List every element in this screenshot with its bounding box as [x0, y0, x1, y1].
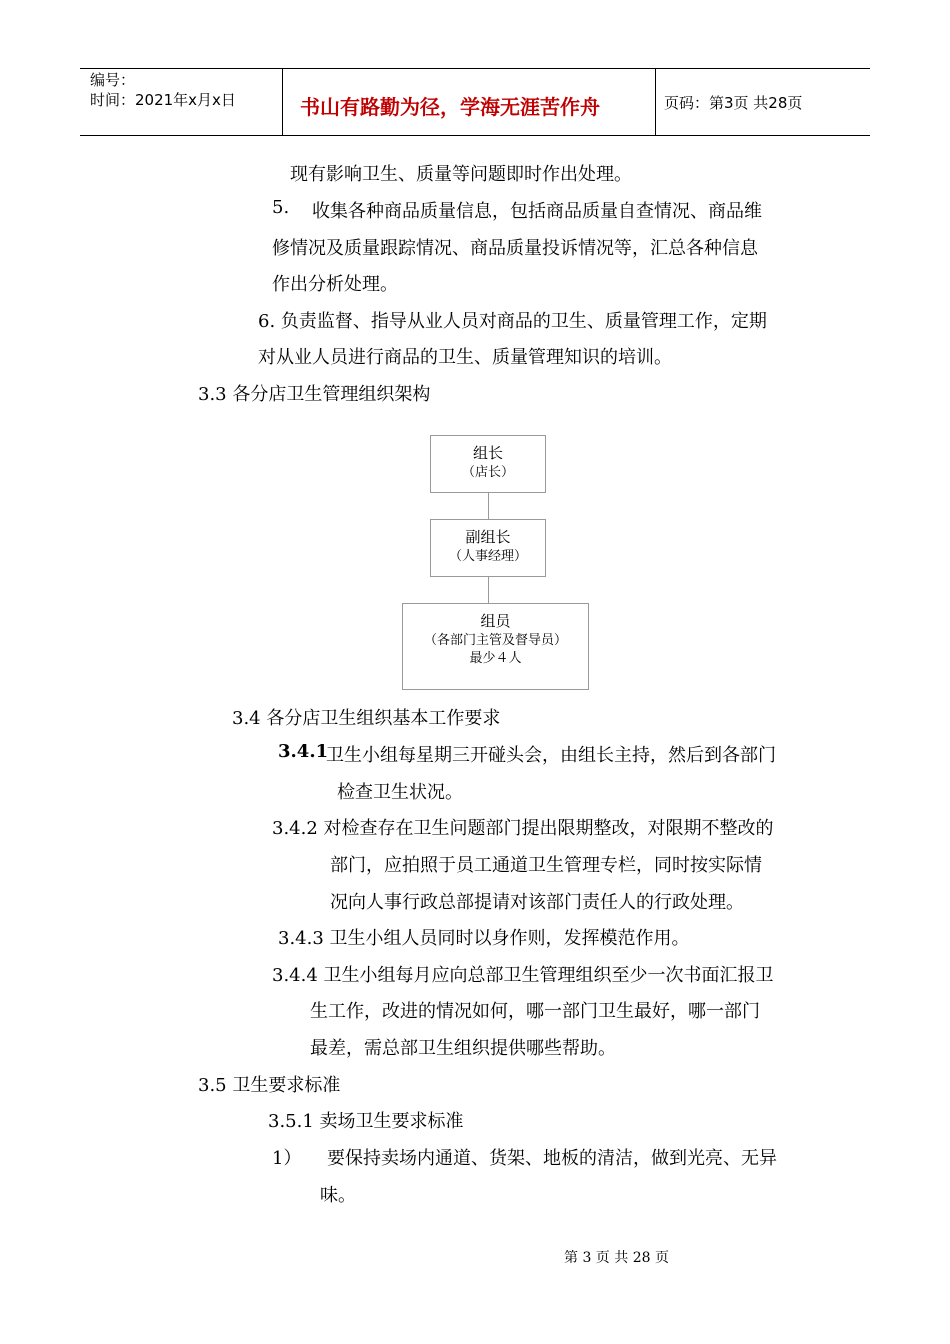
org-leader-sub: （店长）	[461, 465, 514, 480]
org-leader-title: 组长	[472, 444, 503, 462]
org-box-deputy	[430, 519, 546, 577]
header-time-label: 时间：2021年x月x日	[90, 91, 236, 109]
section-3-4-4-line-3: 最差，需总部卫生组织提供哪些帮助。	[310, 1038, 616, 1059]
section-3-5-1-heading: 3.5.1 卖场卫生要求标准	[268, 1111, 464, 1132]
paragraph-continuation: 现有影响卫生、质量等问题即时作出处理。	[290, 164, 632, 185]
org-members-sub-1: （各部门主管及督导员）	[423, 633, 567, 648]
item-5-line-2: 修情况及质量跟踪情况、商品质量投诉情况等，汇总各种信息	[272, 238, 758, 259]
org-members-title: 组员	[480, 612, 511, 630]
section-3-4-1-line-1: 卫生小组每星期三开碰头会，由组长主持，然后到各部门	[326, 745, 776, 766]
section-3-4-4-line-1: 3.4.4 卫生小组每月应向总部卫生管理组织至少一次书面汇报卫	[272, 965, 774, 986]
item-5-line-3: 作出分析处理。	[272, 274, 398, 295]
footer-page-number: 第 3 页 共 28 页	[564, 1250, 669, 1266]
section-3-4-1-number: 3.4.1	[278, 741, 329, 762]
item-1-line-1: 要保持卖场内通道、货架、地板的清洁，做到光亮、无异	[327, 1148, 777, 1169]
section-3-4-2-line-2: 部门，应拍照于员工通道卫生管理专栏，同时按实际情	[330, 855, 762, 876]
item-6-line-1: 6. 负责监督、指导从业人员对商品的卫生、质量管理工作，定期	[258, 311, 767, 332]
section-3-5-heading: 3.5 卫生要求标准	[198, 1075, 341, 1096]
header-motto: 书山有路勤为径，学海无涯苦作舟	[300, 95, 600, 119]
header-code-label: 编号：	[90, 71, 136, 89]
section-3-4-2-line-1: 3.4.2 对检查存在卫生问题部门提出限期整改，对限期不整改的	[272, 818, 774, 839]
section-3-3-heading: 3.3 各分店卫生管理组织架构	[198, 384, 431, 405]
section-3-4-1-line-2: 检查卫生状况。	[337, 782, 463, 803]
item-6-line-2: 对从业人员进行商品的卫生、质量管理知识的培训。	[258, 347, 672, 368]
header-top-border	[80, 68, 870, 69]
org-box-leader	[430, 435, 546, 493]
item-5-line-1: 收集各种商品质量信息，包括商品质量自查情况、商品维	[312, 201, 762, 222]
section-3-4-3: 3.4.3 卫生小组人员同时以身作则，发挥模范作用。	[278, 928, 690, 949]
section-3-4-heading: 3.4 各分店卫生组织基本工作要求	[232, 708, 501, 729]
org-deputy-title: 副组长	[465, 528, 511, 546]
org-box-members	[402, 603, 589, 690]
header-page-label: 页码：第3页 共28页	[664, 94, 803, 112]
org-members-sub-2: 最少４人	[469, 651, 522, 666]
item-5-number: 5.	[272, 197, 290, 218]
org-connector-2	[488, 577, 489, 603]
item-1-line-2: 味。	[320, 1185, 356, 1206]
section-3-4-4-line-2: 生工作，改进的情况如何，哪一部门卫生最好，哪一部门	[310, 1001, 760, 1022]
header-bottom-border	[80, 135, 870, 136]
header-divider-1	[282, 68, 283, 136]
header-divider-2	[655, 68, 656, 136]
org-deputy-sub: （人事经理）	[448, 549, 527, 564]
item-1-number: 1）	[272, 1148, 302, 1169]
section-3-4-2-line-3: 况向人事行政总部提请对该部门责任人的行政处理。	[330, 892, 744, 913]
org-connector-1	[488, 493, 489, 519]
